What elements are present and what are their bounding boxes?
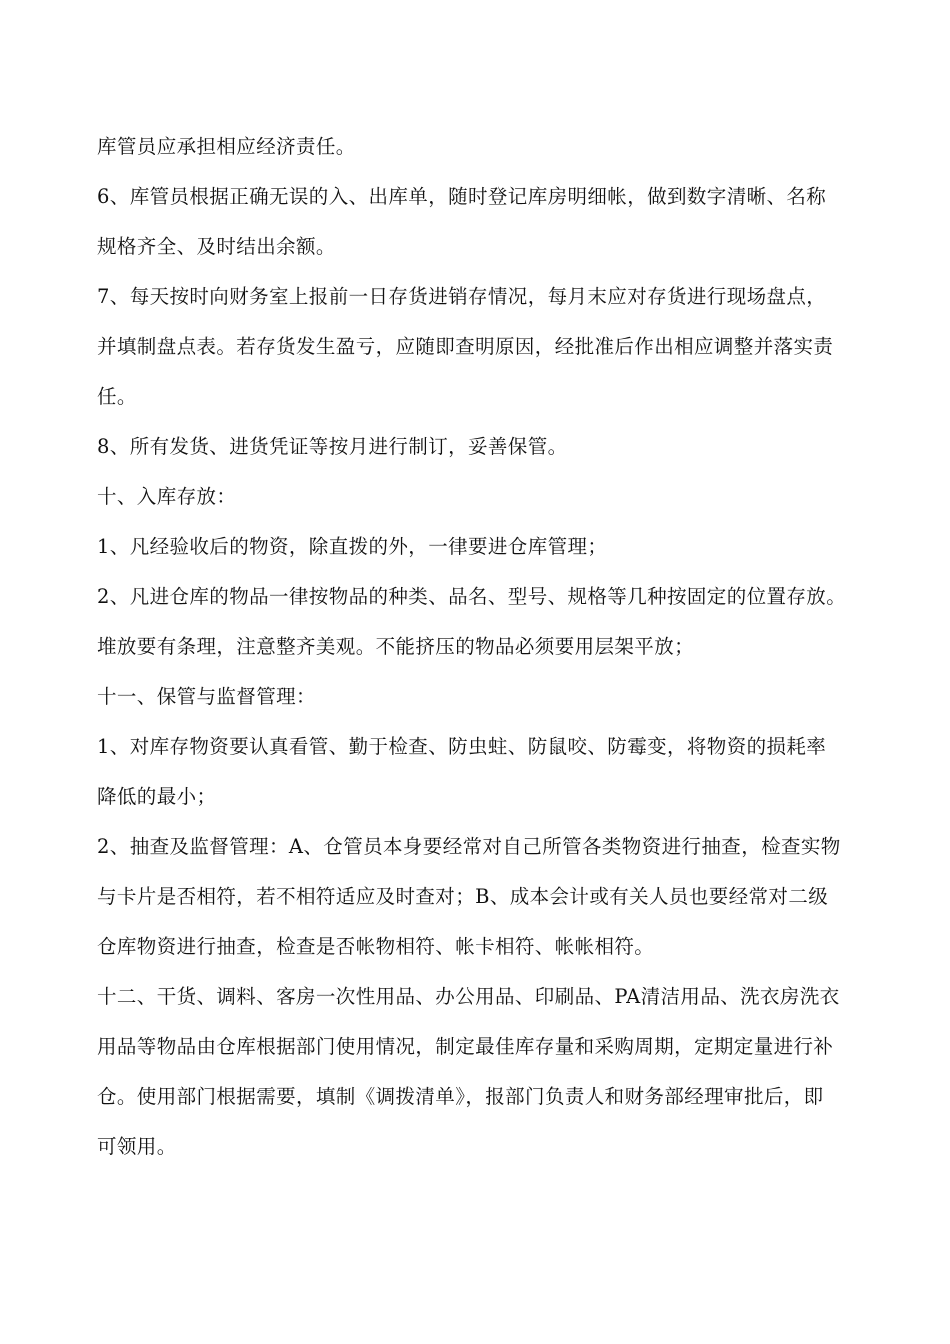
text-line: 2、凡进仓库的物品一律按物品的种类、品名、型号、规格等几种按固定的位置存放。 (97, 585, 847, 608)
text-line: 降低的最小； (97, 785, 217, 808)
text-line: 并填制盘点表。若存货发生盈亏，应随即查明原因，经批准后作出相应调整并落实责 (97, 335, 834, 358)
text-line: 仓库物资进行抽查，检查是否帐物相符、帐卡相符、帐帐相符。 (97, 935, 655, 958)
text-line: 规格齐全、及时结出余额。 (97, 235, 336, 258)
text-line: 可领用。 (97, 1135, 177, 1158)
text-line: 2、抽查及监督管理：A、仓管员本身要经常对自己所管各类物资进行抽查，检查实物 (97, 835, 841, 858)
text-line: 仓。使用部门根据需要，填制《调拨清单》，报部门负责人和财务部经理审批后，即 (97, 1085, 824, 1108)
text-line: 6、库管员根据正确无误的入、出库单，随时登记库房明细帐，做到数字清晰、名称 (97, 185, 827, 208)
section-heading: 十、入库存放： (97, 485, 237, 508)
section-heading: 十二、干货、调料、客房一次性用品、办公用品、印刷品、PA清洁用品、洗衣房洗衣 (97, 985, 840, 1008)
section-heading: 十一、保管与监督管理： (97, 685, 316, 708)
text-line: 8、所有发货、进货凭证等按月进行制订，妥善保管。 (97, 435, 568, 458)
text-line: 1、凡经验收后的物资，除直拨的外，一律要进仓库管理； (97, 535, 608, 558)
text-line: 1、对库存物资要认真看管、勤于检查、防虫蛀、防鼠咬、防霉变，将物资的损耗率 (97, 735, 827, 758)
text-line: 与卡片是否相符，若不相符适应及时查对；B、成本会计或有关人员也要经常对二级 (97, 885, 829, 908)
text-line: 7、每天按时向财务室上报前一日存货进销存情况，每月末应对存货进行现场盘点， (97, 285, 827, 308)
text-line: 库管员应承担相应经济责任。 (97, 135, 356, 158)
text-line: 用品等物品由仓库根据部门使用情况，制定最佳库存量和采购周期，定期定量进行补 (97, 1035, 834, 1058)
document-body (97, 128, 867, 1178)
text-line: 堆放要有条理，注意整齐美观。不能挤压的物品必须要用层架平放； (97, 635, 695, 658)
text-line: 任。 (97, 385, 137, 408)
